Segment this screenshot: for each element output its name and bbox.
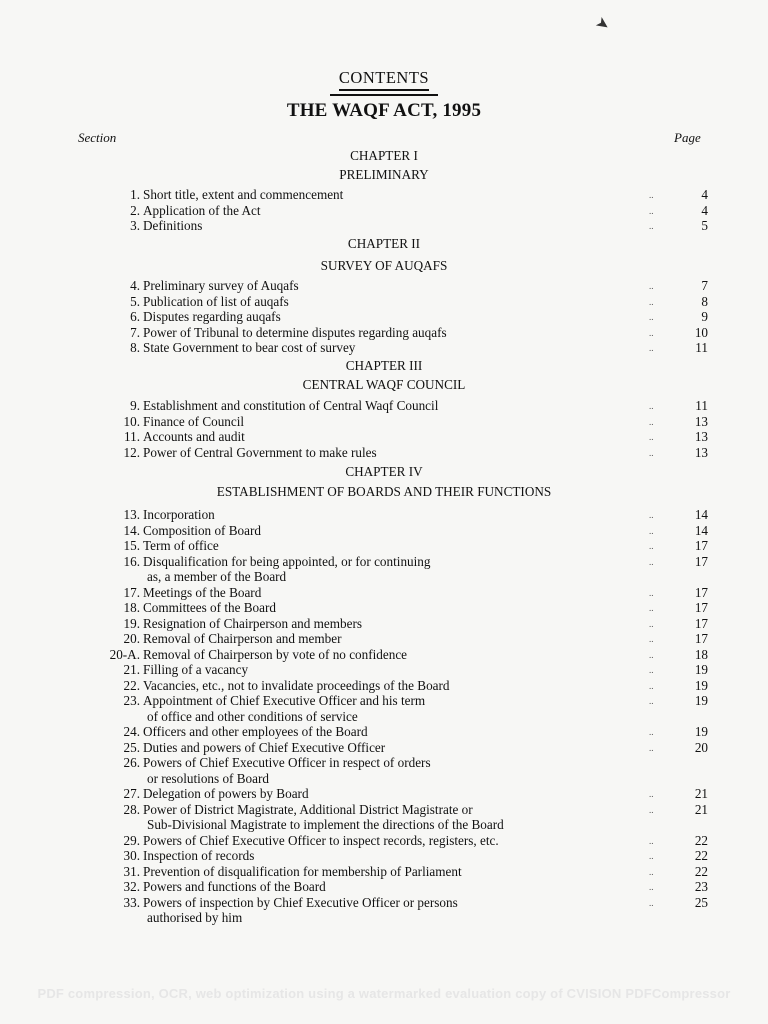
section-title: Appointment of Chief Executive Officer and his term [143, 693, 426, 708]
page-number: 17 [694, 584, 708, 600]
section-title: Publication of list of auqafs [143, 293, 289, 309]
section-title: Disputes regarding auqafs [143, 309, 281, 324]
section-title: Meetings of the Board [143, 584, 262, 600]
section-column-label: Section [78, 130, 117, 145]
page-number: 14 [694, 507, 708, 522]
toc-entry [0, 662, 768, 678]
section-number: 18. [123, 600, 140, 615]
leader-dots: .. [649, 221, 654, 231]
page-number: 17 [694, 538, 708, 553]
pen-mark-icon: ➤ [592, 13, 613, 36]
section-number: 33. [123, 894, 140, 910]
section-number: 13. [123, 507, 140, 522]
leader-dots: .. [649, 742, 654, 753]
section-title: Removal of Chairperson and member [143, 631, 342, 646]
page-number: 21 [694, 801, 708, 817]
leader-dots: .. [649, 618, 654, 629]
page-number: 19 [694, 724, 708, 739]
leader-dots: .. [649, 897, 654, 908]
leader-dots: .. [649, 510, 654, 520]
leader-dots: .. [649, 804, 654, 815]
section-number: 2. [130, 202, 140, 218]
title-underline [330, 93, 438, 96]
page-number: 14 [694, 522, 708, 538]
toc-entry [0, 879, 768, 895]
page-number: 22 [694, 848, 708, 863]
leader-dots: .. [649, 312, 654, 322]
section-number: 8. [130, 340, 140, 355]
chapter-title: PRELIMINARY [339, 167, 429, 182]
leader-dots: .. [649, 727, 654, 737]
section-number: 32. [123, 879, 140, 894]
page-number: 4 [701, 187, 708, 202]
page-number: 17 [694, 600, 708, 615]
section-number: 11. [124, 429, 140, 444]
section-title: Sub-Divisional Magistrate to implement the directions of the Board [147, 817, 504, 832]
toc-entry [0, 569, 768, 585]
page-number: 13 [694, 413, 708, 429]
section-number: 17. [123, 584, 140, 600]
leader-dots: .. [649, 190, 654, 200]
chapter-title: CENTRAL WAQF COUNCIL [302, 377, 466, 392]
toc-entry [0, 585, 768, 601]
leader-dots: .. [649, 343, 654, 353]
section-number: 24. [123, 724, 140, 739]
toc-entry [0, 678, 768, 694]
toc-entry [0, 709, 768, 725]
section-title: Committees of the Board [143, 600, 276, 615]
toc-entry [0, 523, 768, 539]
section-number: 7. [130, 324, 140, 340]
toc-entry [0, 398, 768, 414]
section-number: 12. [123, 444, 140, 460]
section-title: or resolutions of Board [147, 770, 269, 786]
page-number: 19 [694, 693, 708, 708]
leader-dots: .. [649, 432, 654, 442]
section-title: Power of Central Government to make rules [143, 444, 377, 460]
leader-dots: .. [649, 525, 654, 536]
leader-dots: .. [649, 696, 654, 706]
toc-entry [0, 802, 768, 818]
section-title: authorised by him [147, 910, 243, 925]
toc-entry [0, 755, 768, 771]
page-number: 10 [694, 324, 708, 340]
section-title: Officers and other employees of the Board [143, 724, 368, 739]
toc-entry [0, 864, 768, 880]
page-number: 20 [694, 739, 708, 755]
section-title: Composition of Board [143, 522, 261, 538]
toc-entry [0, 445, 768, 461]
page-number: 17 [694, 631, 708, 646]
section-title: Powers and functions of the Board [143, 879, 326, 894]
section-number: 10. [123, 413, 140, 429]
toc-entry [0, 817, 768, 833]
leader-dots: .. [649, 603, 654, 613]
toc-entry [0, 203, 768, 219]
section-number: 28. [123, 801, 140, 817]
contents-title: CONTENTS [339, 68, 429, 91]
leader-dots: .. [649, 587, 654, 598]
section-number: 27. [123, 786, 140, 801]
toc-entry [0, 414, 768, 430]
toc-entry [0, 340, 768, 356]
section-title: Application of the Act [143, 202, 261, 218]
section-title: Power of District Magistrate, Additional District Magistrate or [143, 801, 473, 817]
page-number: 23 [694, 879, 708, 894]
section-number: 16. [123, 553, 140, 569]
page-number: 13 [694, 444, 708, 460]
toc-entry [0, 218, 768, 234]
section-number: 29. [123, 832, 140, 848]
leader-dots: .. [649, 789, 654, 799]
leader-dots: .. [649, 680, 654, 691]
section-number: 20. [123, 631, 140, 646]
page-number: 25 [694, 894, 708, 910]
section-title: Powers of inspection by Chief Executive Officer or persons [143, 894, 458, 910]
leader-dots: .. [649, 835, 654, 846]
page-number: 17 [694, 553, 708, 569]
toc-entry [0, 786, 768, 802]
leader-dots: .. [649, 205, 654, 216]
section-title: as, a member of the Board [147, 569, 287, 584]
leader-dots: .. [649, 556, 654, 567]
section-title: Duties and powers of Chief Executive Officer [143, 739, 386, 755]
toc-entry [0, 309, 768, 325]
section-title: Preliminary survey of Auqafs [143, 278, 299, 293]
page-number: 21 [694, 786, 708, 801]
watermark-text: PDF compression, OCR, web optimization using a watermarked evaluation copy of CVISION PDFCompressor [37, 986, 731, 1001]
contents-heading [0, 68, 768, 96]
toc-entry [0, 693, 768, 709]
page-number: 13 [694, 429, 708, 444]
page-number: 17 [694, 615, 708, 631]
act-title: THE WAQF ACT, 1995 [286, 100, 482, 121]
toc-entry [0, 507, 768, 523]
section-number: 3. [130, 218, 140, 233]
section-number: 26. [123, 755, 140, 770]
page-number: 19 [694, 662, 708, 677]
toc-entry [0, 538, 768, 554]
toc-entry [0, 740, 768, 756]
toc-entry [0, 647, 768, 663]
leader-dots: .. [649, 541, 654, 551]
section-title: Inspection of records [143, 848, 255, 863]
page-number: 4 [701, 202, 708, 218]
section-title: Resignation of Chairperson and members [143, 615, 363, 631]
section-number: 15. [123, 538, 140, 553]
toc-entry [0, 325, 768, 341]
toc-entry [0, 429, 768, 445]
section-number: 31. [123, 863, 140, 879]
toc-entry [0, 187, 768, 203]
page-number: 22 [694, 863, 708, 879]
toc-entry [0, 895, 768, 911]
section-number: 22. [123, 677, 140, 693]
page-number: 5 [701, 218, 708, 233]
leader-dots: .. [649, 327, 654, 338]
page-number: 8 [701, 293, 708, 309]
toc-entry [0, 724, 768, 740]
section-title: of office and other conditions of service [147, 708, 358, 724]
chapter-number: CHAPTER I [350, 148, 418, 163]
page-number: 19 [694, 677, 708, 693]
leader-dots: .. [649, 281, 654, 291]
leader-dots: .. [649, 296, 654, 307]
section-title: Removal of Chairperson by vote of no confidence [143, 646, 408, 662]
section-number: 30. [123, 848, 140, 863]
toc-entry [0, 848, 768, 864]
toc-entry [0, 600, 768, 616]
section-number: 23. [123, 693, 140, 708]
toc-entry [0, 771, 768, 787]
section-title: Term of office [143, 538, 219, 553]
toc-entry [0, 833, 768, 849]
chapter-number: CHAPTER III [345, 358, 423, 373]
leader-dots: .. [649, 634, 654, 644]
leader-dots: .. [649, 401, 654, 411]
page-column-label: Page [674, 130, 701, 145]
section-title: Incorporation [143, 507, 215, 522]
section-title: Prevention of disqualification for membership of Parliament [143, 863, 462, 879]
leader-dots: .. [649, 447, 654, 458]
toc-entry [0, 278, 768, 294]
section-number: 25. [123, 739, 140, 755]
page-number: 18 [694, 646, 708, 662]
page-number: 7 [701, 278, 708, 293]
section-number: 4. [130, 278, 140, 293]
section-number: 1. [130, 187, 140, 202]
page-number: 11 [695, 340, 708, 355]
section-title: Vacancies, etc., not to invalidate proceedings of the Board [143, 677, 450, 693]
leader-dots: .. [649, 649, 654, 660]
chapter-title: SURVEY OF AUQAFS [320, 258, 448, 273]
section-title: Filling of a vacancy [143, 662, 249, 677]
section-title: Powers of Chief Executive Officer to inspect records, registers, etc. [143, 832, 499, 848]
toc-entry [0, 616, 768, 632]
chapter-number: CHAPTER II [347, 236, 421, 251]
section-title: State Government to bear cost of survey [143, 340, 356, 355]
chapter-title: ESTABLISHMENT OF BOARDS AND THEIR FUNCTIONS [216, 484, 552, 499]
page-number: 22 [694, 832, 708, 848]
leader-dots: .. [649, 665, 654, 675]
section-number: 21. [123, 662, 140, 677]
chapter-number: CHAPTER IV [345, 464, 423, 479]
section-title: Definitions [143, 218, 203, 233]
section-number: 5. [130, 293, 140, 309]
section-title: Finance of Council [143, 413, 245, 429]
section-title: Establishment and constitution of Central Waqf Council [143, 398, 439, 413]
section-number: 19. [123, 615, 140, 631]
section-title: Short title, extent and commencement [143, 187, 344, 202]
section-number: 9. [130, 398, 140, 413]
section-title: Accounts and audit [143, 429, 245, 444]
section-number: 6. [130, 309, 140, 324]
leader-dots: .. [649, 416, 654, 427]
toc-entry [0, 294, 768, 310]
toc-entry [0, 554, 768, 570]
section-title: Delegation of powers by Board [143, 786, 309, 801]
page-number: 11 [695, 398, 708, 413]
section-title: Power of Tribunal to determine disputes regarding auqafs [143, 324, 447, 340]
section-title: Disqualification for being appointed, or for continuing [143, 553, 431, 569]
leader-dots: .. [649, 882, 654, 892]
toc-entry [0, 631, 768, 647]
section-title: Powers of Chief Executive Officer in respect of orders [143, 755, 431, 770]
leader-dots: .. [649, 851, 654, 861]
leader-dots: .. [649, 866, 654, 877]
page-number: 9 [701, 309, 708, 324]
toc-entry [0, 910, 768, 926]
section-number: 20-A. [109, 646, 140, 662]
section-number: 14. [123, 522, 140, 538]
